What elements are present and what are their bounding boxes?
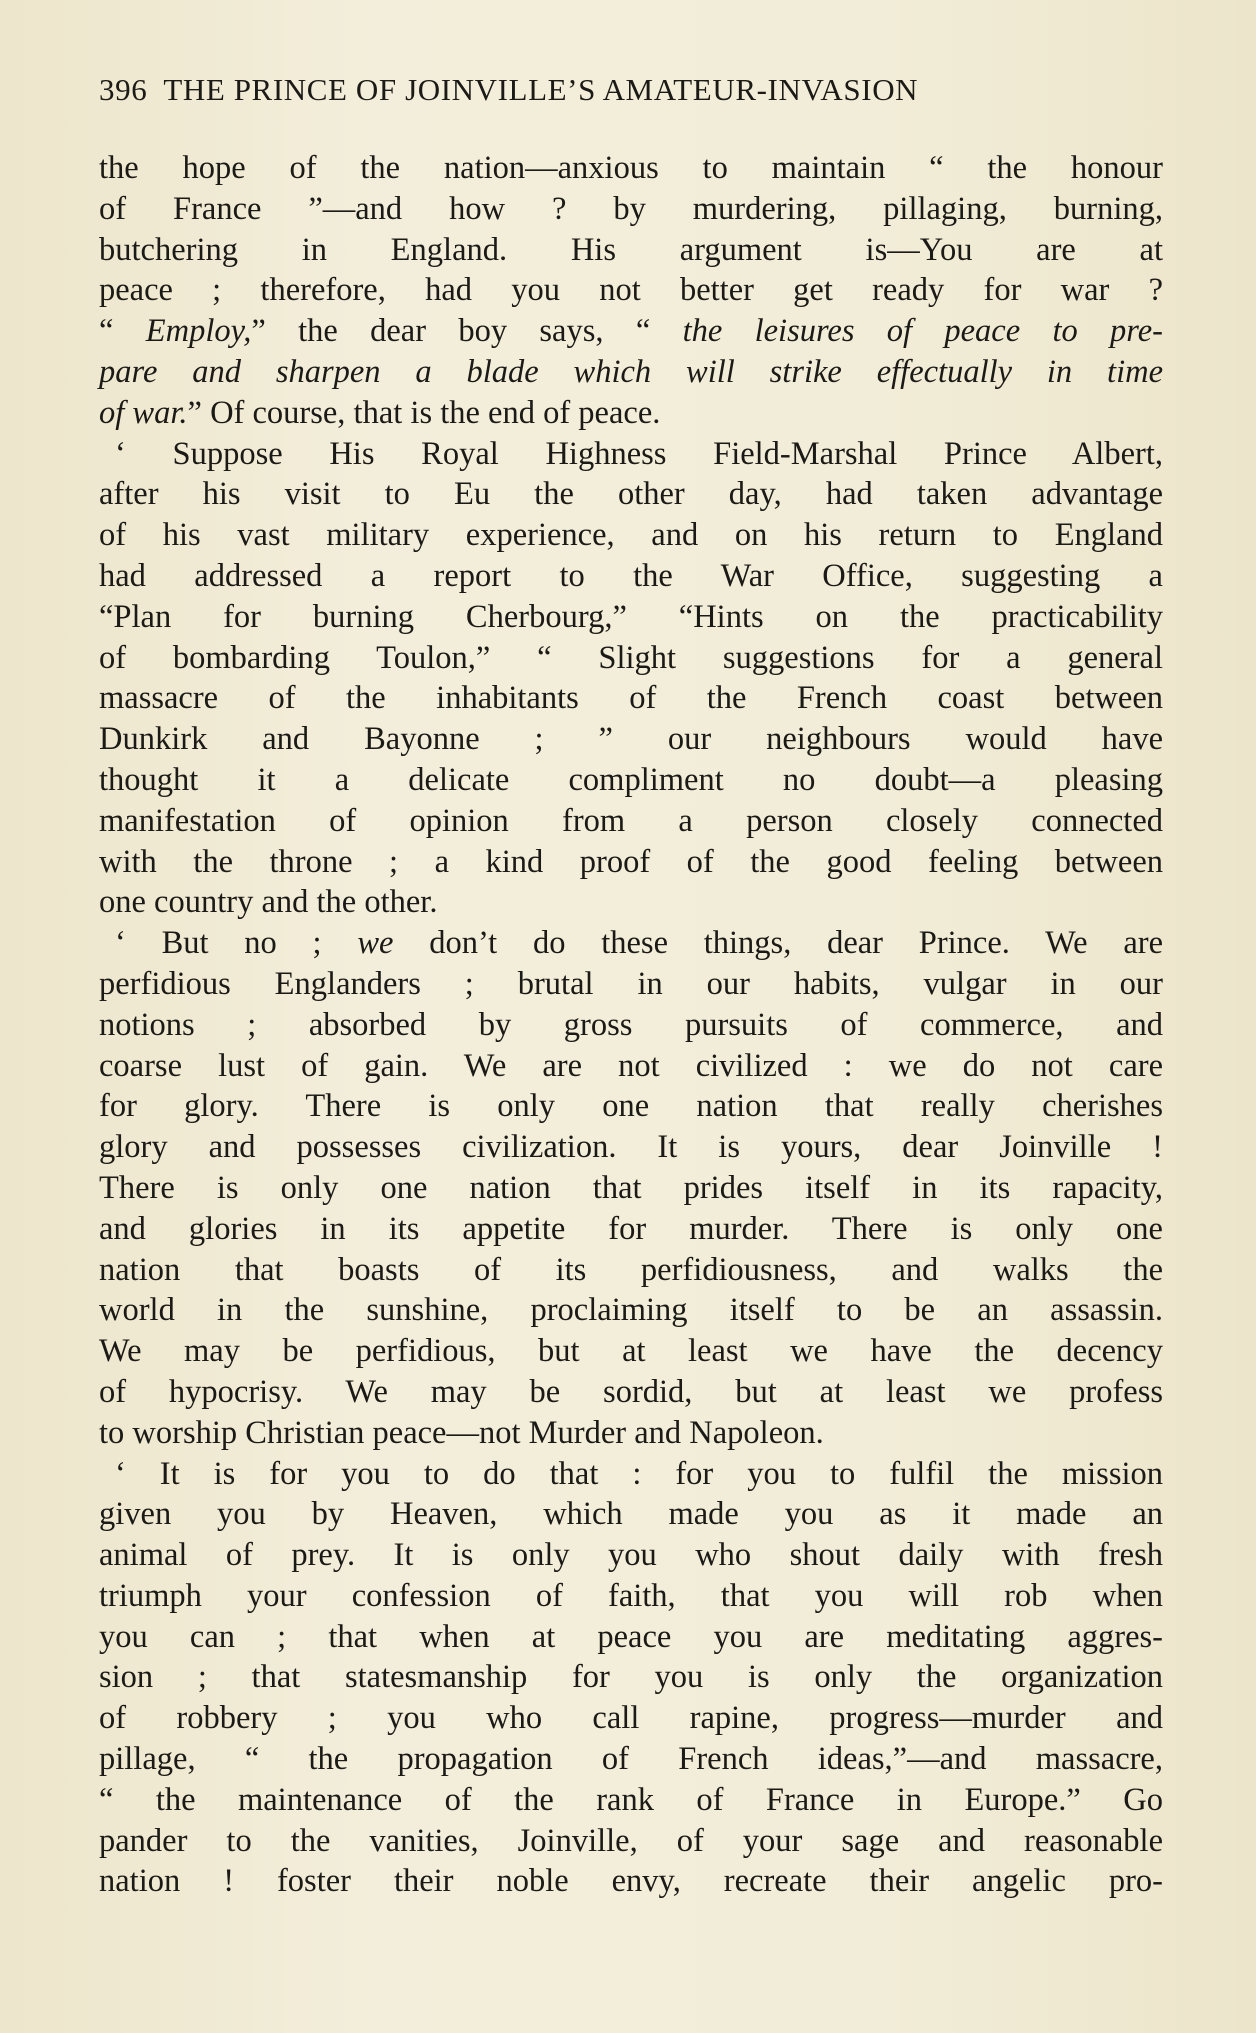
- text-line: ‘ It is for you to do that : for you to fulfil the mission: [115, 1455, 1163, 1492]
- running-header: [99, 72, 1161, 108]
- text-line: had addressed a report to the War Office, suggesting a: [99, 557, 1163, 594]
- text-run: “: [99, 313, 146, 350]
- text-line: We may be perfidious, but at least we have the decency: [99, 1333, 1163, 1370]
- text-line: you can ; that when at peace you are meditating aggres-: [99, 1618, 1163, 1655]
- italic-run: the leisures of peace to pre-: [682, 313, 1163, 350]
- text-line: peace ; therefore, had you not better get ready for war ?: [99, 272, 1163, 309]
- text-line: There is only one nation that prides itself in its rapacity,: [99, 1169, 1163, 1206]
- text-run: don’t do these things, dear Prince. We are: [393, 925, 1163, 962]
- text-line: of bombarding Toulon,” “ Slight suggestions for a general: [99, 639, 1163, 676]
- text-line: nation ! foster their noble envy, recreate their angelic pro-: [99, 1863, 1163, 1900]
- text-line: after his visit to Eu the other day, had taken advantage: [99, 476, 1163, 513]
- text-line: animal of prey. It is only you who shout daily with fresh: [99, 1537, 1163, 1574]
- text-line: nation that boasts of its perfidiousness, and walks the: [99, 1251, 1163, 1288]
- text-line: triumph your confession of faith, that you will rob when: [99, 1577, 1163, 1614]
- text-line: sion ; that statesmanship for you is only the organization: [99, 1659, 1163, 1696]
- text-line: of robbery ; you who call rapine, progress—murder and: [99, 1700, 1163, 1737]
- text-line: coarse lust of gain. We are not civilized : we do not care: [99, 1047, 1163, 1084]
- text-line: [99, 311, 1163, 352]
- text-line: pander to the vanities, Joinville, of your sage and reasonable: [99, 1822, 1163, 1859]
- italic-run: we: [357, 925, 394, 962]
- text-line: “ the maintenance of the rank of France in Europe.” Go: [99, 1781, 1163, 1818]
- text-line: “Plan for burning Cherbourg,” “Hints on the practicability: [99, 598, 1163, 635]
- text-line: [99, 923, 1163, 964]
- text-line: one country and the other.: [99, 884, 438, 921]
- text-line: manifestation of opinion from a person closely connected: [99, 802, 1163, 839]
- italic-run: Employ,: [145, 313, 252, 350]
- text-line: perfidious Englanders ; brutal in our habits, vulgar in our: [99, 965, 1163, 1002]
- text-line: to worship Christian peace—not Murder and Napoleon.: [99, 1414, 824, 1451]
- text-line: glory and possesses civilization. It is yours, dear Joinville !: [99, 1129, 1163, 1166]
- body-text: [99, 148, 1163, 1902]
- text-line: pillage, “ the propagation of French ideas,”—and massacre,: [99, 1741, 1163, 1778]
- text-line: massacre of the inhabitants of the French coast between: [99, 680, 1163, 717]
- text-line: and glories in its appetite for murder. There is only one: [99, 1210, 1163, 1247]
- text-line: world in the sunshine, proclaiming itself to be an assassin.: [99, 1292, 1163, 1329]
- text-line: of France ”—and how ? by murdering, pillaging, burning,: [99, 190, 1163, 227]
- text-line: with the throne ; a kind proof of the good feeling between: [99, 843, 1163, 880]
- text-line: notions ; absorbed by gross pursuits of commerce, and: [99, 1006, 1163, 1043]
- text-run: ” Of course, that is the end of peace.: [187, 394, 661, 431]
- text-line: given you by Heaven, which made you as it made an: [99, 1496, 1163, 1533]
- text-line: of hypocrisy. We may be sordid, but at least we profess: [99, 1373, 1163, 1410]
- text-run: ‘ But no ;: [115, 925, 358, 962]
- running-title: THE PRINCE OF JOINVILLE’S AMATEUR-INVASION: [163, 72, 919, 107]
- text-line: Dunkirk and Bayonne ; ” our neighbours would have: [99, 721, 1163, 758]
- text-line: of his vast military experience, and on his return to England: [99, 517, 1163, 554]
- text-line: thought it a delicate compliment no doubt—a pleasing: [99, 761, 1163, 798]
- text-line: for glory. There is only one nation that really cherishes: [99, 1088, 1163, 1125]
- text-line: pare and sharpen a blade which will strike effectually in time: [99, 353, 1163, 390]
- page-number: 396: [99, 72, 148, 107]
- italic-run: of war.: [99, 394, 188, 431]
- text-line: the hope of the nation—anxious to maintain “ the honour: [99, 150, 1163, 186]
- text-line: [99, 393, 1163, 434]
- text-run: ” the dear boy says, “: [251, 313, 683, 350]
- text-line: butchering in England. His argument is—You are at: [99, 231, 1163, 268]
- text-line: ‘ Suppose His Royal Highness Field-Marshal Prince Albert,: [115, 435, 1163, 472]
